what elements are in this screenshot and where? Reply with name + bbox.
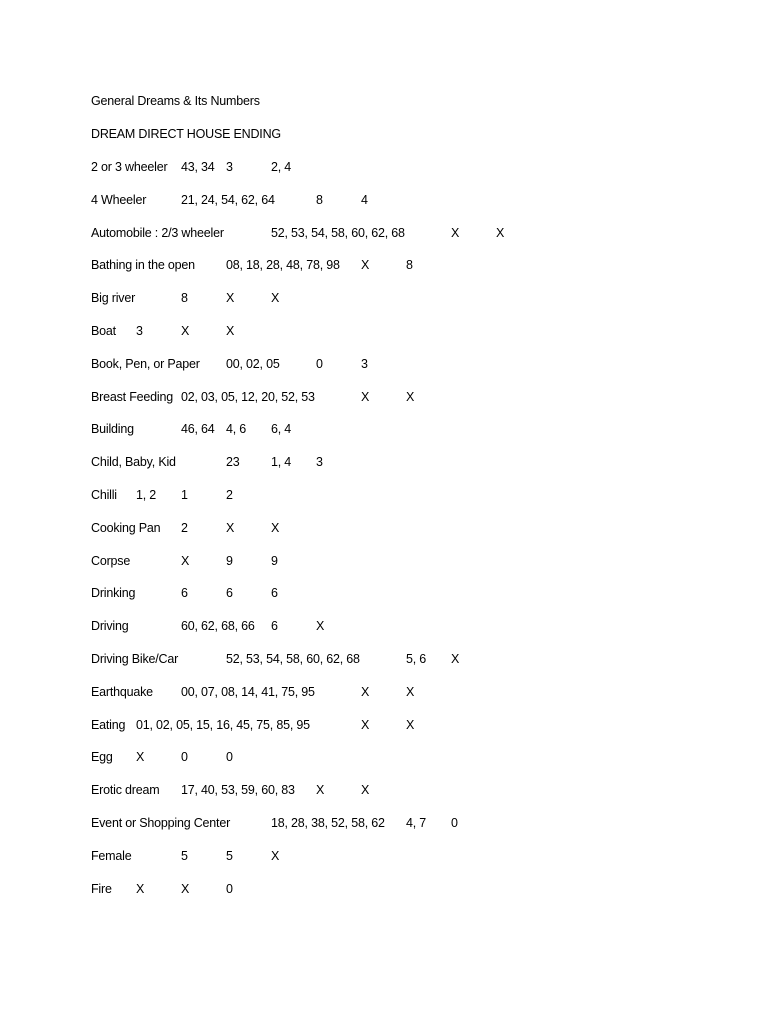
list-item [0,750,768,768]
ending-number: 8 [406,258,413,272]
dream-name: Corpse [91,554,131,568]
list-item [0,652,768,670]
dream-name: Cooking Pan [91,521,161,535]
dream-name: Female [91,849,132,863]
house-number: 8 [316,193,323,207]
ending-number: 3 [316,455,323,469]
ending-number: X [271,521,280,535]
list-item [0,783,768,801]
house-number: 5, 6 [406,652,427,666]
dream-name: Book, Pen, or Paper [91,357,200,371]
ending-number: X [226,324,235,338]
ending-number: 0 [226,882,233,896]
house-number: 0 [181,750,188,764]
list-item [0,685,768,703]
direct-numbers: X [181,554,190,568]
document-title [0,94,768,112]
house-number: 5 [226,849,233,863]
house-number: 1, 4 [271,455,292,469]
house-number: 6 [226,586,233,600]
direct-numbers: 2 [181,521,188,535]
list-item [0,258,768,276]
direct-numbers: X [136,882,145,896]
direct-numbers: 08, 18, 28, 48, 78, 98 [226,258,340,272]
direct-numbers: 23 [226,455,240,469]
ending-number: X [406,685,415,699]
list-item [0,488,768,506]
house-number: 1 [181,488,188,502]
title-text: General Dreams & Its Numbers [91,94,260,108]
ending-number: 3 [361,357,368,371]
list-item [0,882,768,900]
direct-numbers: 21, 24, 54, 62, 64 [181,193,275,207]
direct-numbers: 52, 53, 54, 58, 60, 62, 68 [271,226,405,240]
house-number: X [361,258,370,272]
dream-name: Automobile : 2/3 wheeler [91,226,224,240]
dream-name: Eating [91,718,126,732]
dream-name: Chilli [91,488,117,502]
dream-name: 4 Wheeler [91,193,147,207]
ending-number: 0 [226,750,233,764]
list-item [0,226,768,244]
table-header [0,127,768,145]
dream-name: 2 or 3 wheeler [91,160,168,174]
list-item [0,816,768,834]
dream-name: Child, Baby, Kid [91,455,176,469]
direct-numbers: 1, 2 [136,488,157,502]
list-item [0,324,768,342]
list-item [0,193,768,211]
direct-numbers: 01, 02, 05, 15, 16, 45, 75, 85, 95 [136,718,310,732]
list-item [0,718,768,736]
dream-name: Big river [91,291,136,305]
ending-number: X [271,849,280,863]
ending-number: 0 [451,816,458,830]
ending-number: 6 [271,586,278,600]
list-item [0,586,768,604]
ending-number: X [361,783,370,797]
house-number: X [451,226,460,240]
header-text: DREAM DIRECT HOUSE ENDING [91,127,281,141]
list-item [0,422,768,440]
dream-name: Event or Shopping Center [91,816,231,830]
ending-number: X [496,226,505,240]
direct-numbers: 17, 40, 53, 59, 60, 83 [181,783,295,797]
list-item [0,619,768,637]
dream-name: Bathing in the open [91,258,195,272]
dream-name: Building [91,422,134,436]
list-item [0,521,768,539]
dream-name: Erotic dream [91,783,160,797]
ending-number: X [271,291,280,305]
ending-number: X [406,718,415,732]
house-number: X [226,521,235,535]
direct-numbers: 02, 03, 05, 12, 20, 52, 53 [181,390,315,404]
dream-name: Breast Feeding [91,390,173,404]
ending-number: 2 [226,488,233,502]
direct-numbers: 00, 02, 05 [226,357,280,371]
house-number: 4, 6 [226,422,247,436]
house-number: X [226,291,235,305]
dream-name: Driving Bike/Car [91,652,179,666]
list-item [0,455,768,473]
house-number: 3 [226,160,233,174]
direct-numbers: 00, 07, 08, 14, 41, 75, 95 [181,685,315,699]
direct-numbers: 5 [181,849,188,863]
direct-numbers: 3 [136,324,143,338]
dream-name: Fire [91,882,112,896]
direct-numbers: 46, 64 [181,422,215,436]
direct-numbers: X [136,750,145,764]
ending-number: X [406,390,415,404]
dream-name: Earthquake [91,685,153,699]
list-item [0,357,768,375]
house-number: X [316,783,325,797]
ending-number: 6, 4 [271,422,292,436]
ending-number: X [316,619,325,633]
dream-name: Drinking [91,586,136,600]
direct-numbers: 43, 34 [181,160,215,174]
house-number: X [181,324,190,338]
ending-number: X [451,652,460,666]
house-number: X [361,390,370,404]
dream-name: Boat [91,324,116,338]
list-item [0,390,768,408]
direct-numbers: 6 [181,586,188,600]
dream-name: Driving [91,619,129,633]
direct-numbers: 8 [181,291,188,305]
list-item [0,291,768,309]
direct-numbers: 52, 53, 54, 58, 60, 62, 68 [226,652,360,666]
house-number: 4, 7 [406,816,427,830]
ending-number: 2, 4 [271,160,292,174]
house-number: X [361,685,370,699]
direct-numbers: 60, 62, 68, 66 [181,619,255,633]
house-number: 0 [316,357,323,371]
list-item [0,849,768,867]
ending-number: 9 [271,554,278,568]
list-item [0,554,768,572]
house-number: X [181,882,190,896]
house-number: 6 [271,619,278,633]
house-number: X [361,718,370,732]
ending-number: 4 [361,193,368,207]
list-item [0,160,768,178]
direct-numbers: 18, 28, 38, 52, 58, 62 [271,816,385,830]
dream-name: Egg [91,750,113,764]
house-number: 9 [226,554,233,568]
